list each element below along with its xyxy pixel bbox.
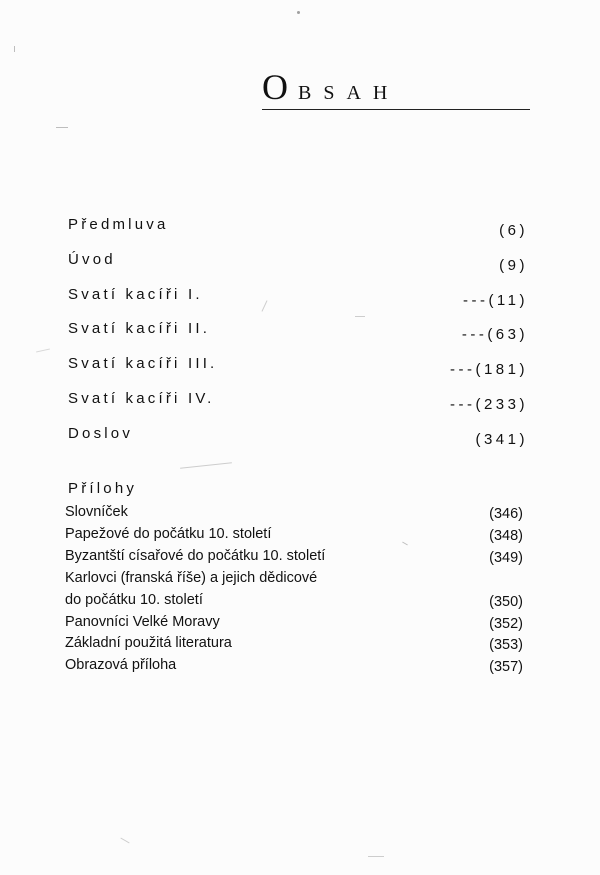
toc-entry-label: Úvod: [68, 251, 116, 268]
appendix-entry-page: (346): [489, 506, 523, 522]
toc-entry: [68, 286, 528, 310]
toc-entry-label: Svatí kacíři III.: [68, 355, 218, 372]
title-underline: [262, 109, 530, 110]
toc-entry: [68, 390, 528, 414]
appendix-entry-label: Panovníci Velké Moravy: [65, 614, 220, 630]
toc-entry-page: ---(63): [461, 326, 528, 343]
scan-mark: [368, 856, 384, 857]
appendix-entry: [65, 657, 523, 679]
toc-entry: [68, 355, 528, 379]
appendix-entry-label: Základní použitá literatura: [65, 635, 232, 651]
title-initial: O: [262, 67, 298, 107]
appendix-entry-page: (350): [489, 594, 523, 610]
appendix-entry-label: Slovníček: [65, 504, 128, 520]
appendix-entry: [65, 635, 523, 657]
toc-entry-page: (6): [499, 222, 528, 239]
appendix-entry: [65, 614, 523, 636]
appendix-entry: [65, 548, 523, 570]
toc-entry-page: ---(11): [462, 292, 528, 309]
scan-mark: [355, 316, 365, 317]
toc-entry-label: Svatí kacíři IV.: [68, 390, 215, 407]
appendix-entry-page: (357): [489, 659, 523, 675]
appendix-entry-page: (352): [489, 616, 523, 632]
title-rest: BSAH: [298, 82, 400, 104]
toc-entry: [68, 216, 528, 240]
toc-entry-label: Doslov: [68, 425, 134, 442]
toc-entry: [68, 251, 528, 275]
scan-mark: [36, 349, 50, 353]
appendix-entry-page: (348): [489, 528, 523, 544]
scan-mark: [14, 46, 15, 52]
appendix-entry-label: Karlovci (franská říše) a jejich dědicové: [65, 570, 318, 586]
scan-mark: [180, 462, 232, 468]
appendix-entry-page: (349): [489, 550, 523, 566]
appendix-entry-label: Papežové do počátku 10. století: [65, 526, 272, 542]
toc-entry: [68, 425, 528, 449]
toc-entry-page: (341): [475, 431, 528, 448]
appendix-entry-label: Byzantští císařové do počátku 10. století: [65, 548, 326, 564]
appendix-heading: Přílohy: [68, 480, 138, 497]
appendix-entry: [65, 592, 523, 614]
toc-entry-page: (9): [499, 257, 528, 274]
toc-entry-label: Svatí kacíři I.: [68, 286, 203, 303]
toc-entry-label: Svatí kacíři II.: [68, 320, 211, 337]
scan-mark: [56, 127, 68, 128]
appendix-entry: [65, 504, 523, 526]
toc-entry-label: Předmluva: [68, 216, 169, 233]
toc-entry: [68, 320, 528, 344]
toc-entry-page: ---(181): [449, 361, 528, 378]
appendix-entry-label: do počátku 10. století: [65, 592, 203, 608]
scan-mark: [297, 11, 300, 14]
appendix-entry-label: Obrazová příloha: [65, 657, 177, 673]
toc-entry-page: ---(233): [449, 396, 528, 413]
page-title: [262, 66, 530, 114]
scan-mark: [120, 838, 129, 844]
appendix-entry: [65, 526, 523, 548]
appendix-entry-page: (353): [489, 637, 523, 653]
appendix-entry: [65, 570, 523, 592]
